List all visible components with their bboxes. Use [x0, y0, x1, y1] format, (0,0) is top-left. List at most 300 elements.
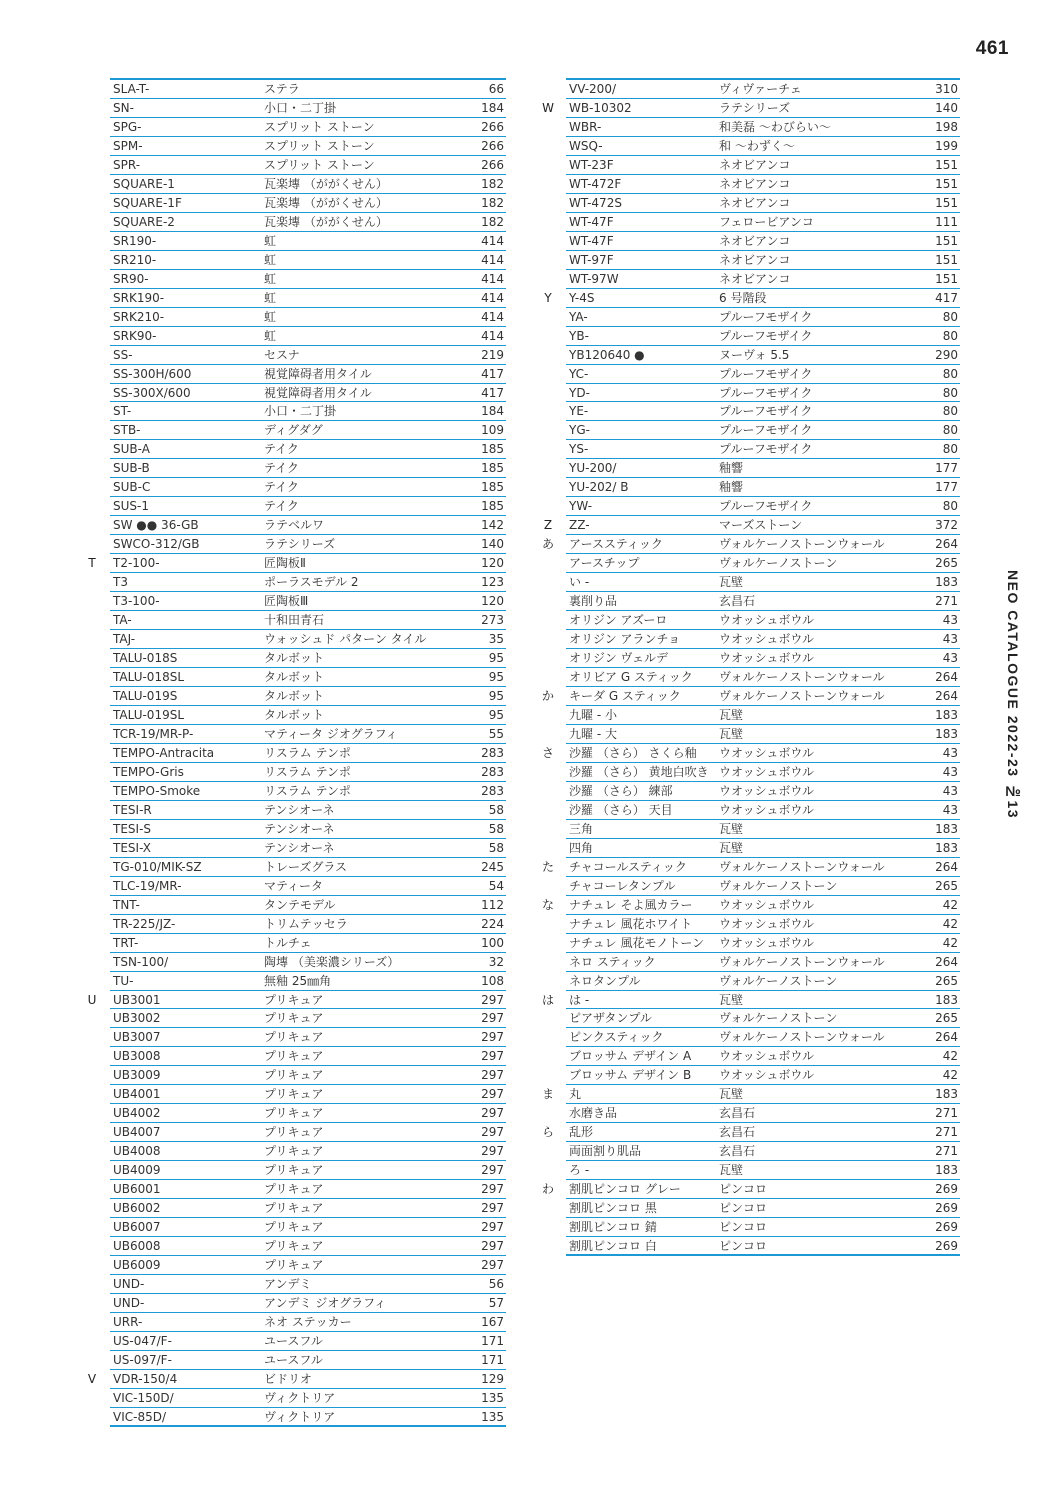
product-name: 瓦壁	[719, 1087, 744, 1102]
product-name: プルーフモザイク	[719, 404, 813, 419]
page-reference: 198	[935, 119, 958, 134]
product-name: ウオッシュボウル	[719, 632, 815, 647]
product-code: SRK190-	[113, 290, 165, 305]
page-reference: 297	[481, 1144, 504, 1159]
product-code: UB6002	[113, 1201, 161, 1216]
product-code: 九曜 - 小	[569, 707, 617, 722]
page-reference: 297	[481, 1087, 504, 1102]
product-code: 沙羅 （さら） 天目	[569, 802, 673, 817]
index-row	[110, 858, 506, 877]
page-reference: 271	[935, 1125, 958, 1140]
index-row	[110, 782, 506, 801]
index-row	[110, 421, 506, 440]
product-code: アーススティック	[569, 537, 663, 552]
page-reference: 264	[935, 670, 958, 685]
page-reference: 80	[942, 385, 958, 400]
product-name: プルーフモザイク	[719, 328, 813, 343]
product-name: 虹	[264, 309, 277, 324]
product-name: 玄昌石	[719, 594, 756, 609]
product-code: ネロ スティック	[569, 954, 656, 969]
page-reference: 273	[481, 613, 504, 628]
product-name: ヴォルケーノストーンウォール	[719, 954, 885, 969]
product-name: ウォッシュド パターン タイル	[264, 632, 427, 647]
index-row	[110, 156, 506, 175]
page-reference: 310	[935, 82, 958, 96]
index-row	[566, 402, 960, 421]
index-row	[566, 915, 960, 934]
product-name: ネオビアンコ	[719, 157, 791, 172]
product-name: 虹	[264, 233, 277, 248]
page-reference: 42	[942, 897, 958, 912]
product-name: ヴォルケーノストーン	[719, 556, 838, 571]
section-letter: Z	[543, 518, 553, 533]
index-row	[566, 649, 960, 668]
product-name: ウオッシュボウル	[719, 935, 815, 950]
page-reference: 171	[481, 1352, 504, 1367]
index-row	[566, 194, 960, 213]
index-row	[110, 270, 506, 289]
page-reference: 182	[481, 214, 504, 229]
index-row	[110, 99, 506, 118]
index-row	[541, 896, 960, 915]
index-row	[566, 1161, 960, 1180]
product-name: テンシオーネ	[264, 802, 335, 817]
index-row	[110, 365, 506, 384]
page-reference: 142	[481, 518, 504, 533]
product-code: STB-	[113, 423, 141, 438]
section-letter: か	[541, 689, 554, 703]
index-row	[566, 668, 960, 687]
product-code: T3-100-	[113, 594, 160, 609]
product-code: UB3009	[113, 1068, 161, 1083]
page-reference: 111	[935, 214, 958, 229]
index-row	[110, 289, 506, 308]
product-code: 割肌ピンコロ 錆	[569, 1220, 657, 1235]
product-code: SPG-	[113, 119, 142, 134]
page-reference: 185	[481, 480, 504, 495]
index-row	[566, 421, 960, 440]
index-row	[566, 1218, 960, 1237]
page-reference: 80	[942, 366, 958, 381]
product-name: フェロービアンコ	[719, 214, 814, 229]
index-row	[566, 327, 960, 346]
page-reference: 58	[488, 840, 504, 855]
index-row	[566, 782, 960, 801]
page-reference: 42	[942, 916, 958, 931]
product-code: UB4008	[113, 1144, 161, 1159]
index-row	[566, 1142, 960, 1161]
index-row	[110, 839, 506, 858]
page-reference: 414	[481, 252, 504, 267]
product-code: VIC-150D/	[113, 1390, 174, 1405]
page-reference: 372	[935, 518, 958, 533]
index-row	[110, 744, 506, 763]
section-letter: T	[88, 556, 96, 571]
product-name: 瓦壁	[719, 575, 744, 590]
product-name: 玄昌石	[719, 1106, 756, 1121]
index-row	[88, 554, 506, 573]
page-reference: 414	[481, 290, 504, 305]
index-row	[110, 402, 506, 421]
product-name: プリキュア	[264, 1049, 324, 1064]
page-reference: 100	[481, 935, 504, 950]
product-name: ウオッシュボウル	[719, 764, 815, 779]
page-reference: 151	[935, 252, 958, 267]
page-reference: 269	[935, 1239, 958, 1254]
product-code: WSQ-	[569, 138, 603, 153]
index-row	[566, 497, 960, 516]
index-row	[566, 1066, 960, 1085]
product-name: ネオビアンコ	[719, 195, 791, 210]
product-name: 瓦壁	[719, 707, 744, 722]
product-name: ピンコロ	[719, 1201, 768, 1216]
product-name: プルーフモザイク	[719, 423, 813, 438]
index-row	[541, 1180, 960, 1199]
page-reference: 271	[935, 594, 958, 609]
section-letter: な	[541, 897, 554, 912]
product-code: 裏削り品	[569, 594, 618, 609]
index-row	[110, 687, 506, 706]
page-reference: 95	[488, 689, 504, 703]
product-name: ヌーヴォ 5.5	[719, 347, 790, 362]
index-row	[110, 1256, 506, 1275]
product-name: プリキュア	[264, 1239, 324, 1254]
index-row	[566, 156, 960, 175]
product-code: YB120640 ●	[569, 347, 645, 362]
product-code: 両面割り肌品	[569, 1144, 642, 1159]
page-reference: 283	[481, 764, 504, 779]
index-row	[566, 346, 960, 365]
product-name: ネオ ステッカー	[264, 1314, 352, 1329]
page-reference: 264	[935, 689, 958, 703]
index-row	[110, 1123, 506, 1142]
page-reference: 140	[481, 537, 504, 552]
page-reference: 245	[481, 859, 504, 874]
product-code: SPR-	[113, 157, 141, 172]
page-reference: 219	[481, 347, 504, 362]
product-code: ピンクスティック	[569, 1030, 664, 1045]
index-row	[110, 478, 506, 497]
page-reference: 80	[942, 309, 958, 324]
page-reference: 58	[488, 802, 504, 817]
index-row	[110, 706, 506, 725]
index-row	[110, 1085, 506, 1104]
page-reference: 183	[935, 992, 958, 1007]
page-reference: 264	[935, 954, 958, 969]
product-code: YC-	[569, 366, 589, 381]
index-row	[110, 459, 506, 478]
page-reference: 151	[935, 176, 958, 191]
page-reference: 151	[935, 271, 958, 286]
page-reference: 95	[488, 670, 504, 685]
product-name: セスナ	[264, 347, 300, 362]
catalogue-side-title: NEO CATALOGUE 2022-23 №13	[1005, 570, 1021, 820]
product-code: SR90-	[113, 271, 149, 286]
product-code: オリビア G スティック	[569, 670, 693, 685]
product-name: ヴォルケーノストーン	[719, 1011, 838, 1026]
index-row	[110, 801, 506, 820]
product-name: 十和田青石	[264, 613, 325, 628]
index-row	[566, 1009, 960, 1028]
product-name: リスラム テンポ	[264, 783, 351, 798]
product-code: UB4001	[113, 1087, 161, 1102]
product-code: SQUARE-2	[113, 214, 175, 229]
index-row	[110, 1408, 506, 1427]
index-row	[110, 763, 506, 782]
index-row	[110, 535, 506, 554]
product-name: 和美磊 ～わびらい～	[719, 119, 831, 134]
page-reference: 264	[935, 859, 958, 874]
index-row	[541, 858, 960, 877]
product-code: YS-	[569, 442, 589, 457]
product-name: プルーフモザイク	[719, 442, 813, 457]
index-row	[566, 251, 960, 270]
page-reference: 269	[935, 1182, 958, 1197]
index-row	[110, 232, 506, 251]
index-row	[110, 820, 506, 839]
product-name: ヴィクトリア	[264, 1390, 336, 1405]
product-name: ディグダグ	[264, 423, 323, 438]
product-name: ウオッシュボウル	[719, 651, 815, 666]
product-name: 虹	[264, 328, 277, 343]
product-code: ZZ-	[569, 518, 590, 533]
product-code: チャコールスティック	[569, 859, 687, 874]
product-name: 虹	[264, 271, 277, 286]
product-name: ネオビアンコ	[719, 271, 791, 286]
page-reference: 95	[488, 707, 504, 722]
index-row	[110, 118, 506, 137]
product-name: プリキュア	[264, 1030, 324, 1045]
page-reference: 151	[935, 195, 958, 210]
product-name: 釉響	[719, 480, 744, 495]
product-code: SS-300H/600	[113, 366, 192, 381]
product-name: 瓦壁	[719, 726, 744, 741]
product-code: SS-300X/600	[113, 385, 191, 400]
product-code: ナチュレ そよ風カラー	[569, 897, 693, 912]
product-name: 玄昌石	[719, 1125, 756, 1140]
index-row	[110, 516, 506, 535]
product-name: トレーズグラス	[264, 859, 348, 874]
page-reference: 265	[935, 556, 958, 571]
index-row	[110, 1389, 506, 1408]
product-code: VIC-85D/	[113, 1409, 167, 1424]
product-code: UB3007	[113, 1030, 161, 1045]
product-name: プリキュア	[264, 1106, 324, 1121]
product-name: プルーフモザイク	[719, 366, 813, 381]
index-row	[566, 1104, 960, 1123]
index-row	[110, 1104, 506, 1123]
product-name: ピンコロ	[719, 1182, 768, 1197]
product-name: テイク	[264, 480, 299, 495]
product-name: マティータ ジオグラフィ	[264, 726, 398, 741]
product-name: テイク	[264, 442, 299, 457]
product-name: 瓦壁	[719, 992, 744, 1007]
product-code: WT-97F	[569, 252, 614, 267]
page-reference: 120	[481, 556, 504, 571]
index-row	[566, 270, 960, 289]
product-code: 丸	[569, 1087, 582, 1102]
page-reference: 297	[481, 1220, 504, 1235]
product-code: UB3008	[113, 1049, 161, 1064]
product-name: マーズストーン	[719, 518, 803, 533]
page-reference: 185	[481, 499, 504, 514]
index-row	[110, 384, 506, 403]
page-reference: 297	[481, 992, 504, 1007]
product-code: SR190-	[113, 233, 157, 248]
product-code: VV-200/	[569, 82, 616, 96]
product-name: プルーフモザイク	[719, 385, 813, 400]
section-letter: あ	[541, 537, 554, 552]
page-reference: 129	[481, 1371, 504, 1386]
product-code: TESI-X	[113, 840, 152, 855]
page-reference: 297	[481, 1125, 504, 1140]
product-code: T2-100-	[113, 556, 160, 571]
product-name: 陶塼 （美楽濃シリーズ）	[264, 954, 400, 969]
product-code: YG-	[569, 423, 590, 438]
page-reference: 80	[942, 499, 958, 514]
product-code: SQUARE-1	[113, 176, 175, 191]
index-row	[110, 953, 506, 972]
index-row	[541, 991, 960, 1010]
page-reference: 297	[481, 1239, 504, 1254]
index-row	[566, 839, 960, 858]
index-row	[542, 99, 960, 118]
page-reference: 417	[481, 385, 504, 400]
product-code: SPM-	[113, 138, 143, 153]
product-name: プリキュア	[264, 992, 324, 1007]
product-code: UB4009	[113, 1163, 161, 1178]
product-code: SWCO-312/GB	[113, 537, 200, 552]
page-reference: 266	[481, 138, 504, 153]
index-row	[566, 554, 960, 573]
index-row	[110, 1009, 506, 1028]
page-reference: 43	[942, 764, 958, 779]
product-name: プリキュア	[264, 1220, 324, 1235]
product-name: タルボット	[264, 707, 325, 722]
index-row	[544, 289, 960, 308]
product-name: ヴォルケーノストーンウォール	[719, 859, 885, 874]
product-name: テイク	[264, 461, 299, 476]
page-reference: 414	[481, 233, 504, 248]
product-code: SQUARE-1F	[113, 195, 182, 210]
page-reference: 183	[935, 1087, 958, 1102]
product-code: YD-	[569, 385, 590, 400]
product-code: オリジン アランチョ	[569, 632, 681, 647]
product-name: タンテモデル	[264, 897, 336, 912]
product-code: SUB-B	[113, 461, 150, 476]
product-code: ろ -	[569, 1163, 590, 1178]
page-reference: 417	[935, 290, 958, 305]
product-code: UB3002	[113, 1011, 161, 1026]
index-row	[110, 725, 506, 744]
section-letter: Y	[544, 290, 552, 305]
product-code: SN-	[113, 100, 134, 115]
page-reference: 297	[481, 1182, 504, 1197]
product-code: YW-	[569, 499, 593, 514]
page-reference: 266	[481, 157, 504, 172]
page-reference: 185	[481, 461, 504, 476]
index-row	[566, 820, 960, 839]
index-row	[541, 687, 960, 706]
page-reference: 109	[481, 423, 504, 438]
page-reference: 80	[942, 442, 958, 457]
page-reference: 264	[935, 1030, 958, 1045]
index-row	[566, 953, 960, 972]
index-row	[110, 80, 506, 99]
page-reference: 43	[942, 613, 958, 628]
product-name: ヴォルケーノストーン	[719, 878, 838, 893]
product-code: 割肌ピンコロ グレー	[569, 1182, 681, 1197]
product-name: 小口・二丁掛	[264, 404, 337, 419]
product-code: アースチップ	[569, 556, 640, 571]
product-code: UB4007	[113, 1125, 161, 1140]
product-name: ビドリオ	[264, 1371, 312, 1386]
page-reference: 414	[481, 328, 504, 343]
product-name: ヴォルケーノストーンウォール	[719, 670, 885, 685]
product-code: 九曜 - 大	[569, 726, 617, 741]
product-code: YB-	[569, 328, 589, 343]
page-reference: 80	[942, 328, 958, 343]
product-name: ピンコロ	[719, 1220, 768, 1235]
index-row	[566, 459, 960, 478]
product-code: TU-	[113, 973, 134, 988]
product-code: TAJ-	[113, 632, 136, 647]
section-letter: た	[541, 859, 554, 874]
index-row	[110, 972, 506, 991]
index-row	[110, 1332, 506, 1351]
index-row	[566, 877, 960, 896]
product-name: タルボット	[264, 689, 325, 703]
product-code: TRT-	[113, 935, 139, 950]
section-letter: ま	[541, 1087, 554, 1102]
product-code: SUB-A	[113, 442, 150, 457]
product-code: TA-	[113, 613, 132, 628]
product-name: ヴォルケーノストーンウォール	[719, 1030, 885, 1045]
product-name: ウオッシュボウル	[719, 897, 815, 912]
product-name: 匠陶板Ⅱ	[264, 556, 306, 571]
product-name: プリキュア	[264, 1258, 324, 1273]
page-reference: 269	[935, 1220, 958, 1235]
page-reference: 184	[481, 100, 504, 115]
product-code: TNT-	[113, 897, 140, 912]
product-name: 6 号階段	[719, 290, 767, 305]
index-row	[566, 478, 960, 497]
product-code: 沙羅 （さら） さくら釉	[569, 745, 697, 760]
index-row	[566, 934, 960, 953]
product-code: SUS-1	[113, 499, 149, 514]
product-name: 匠陶板Ⅲ	[264, 594, 309, 609]
product-name: ラテベルワ	[264, 518, 325, 533]
index-row	[110, 1351, 506, 1370]
index-row	[110, 1066, 506, 1085]
index-rows-left	[87, 80, 506, 1427]
page-reference: 297	[481, 1030, 504, 1045]
product-name: プリキュア	[264, 1182, 324, 1197]
product-name: マティータ	[264, 878, 324, 893]
section-letter: V	[87, 1371, 97, 1386]
product-name: ウオッシュボウル	[719, 802, 815, 817]
index-row	[110, 137, 506, 156]
index-column-right	[541, 78, 960, 1256]
index-row	[541, 535, 960, 554]
product-code: UB6009	[113, 1258, 161, 1273]
product-name: スプリット ストーン	[264, 138, 375, 153]
product-code: い -	[569, 575, 590, 590]
index-row	[110, 1142, 506, 1161]
index-row	[110, 896, 506, 915]
product-code: 四角	[569, 840, 594, 855]
product-code: TALU-018S	[113, 651, 178, 666]
